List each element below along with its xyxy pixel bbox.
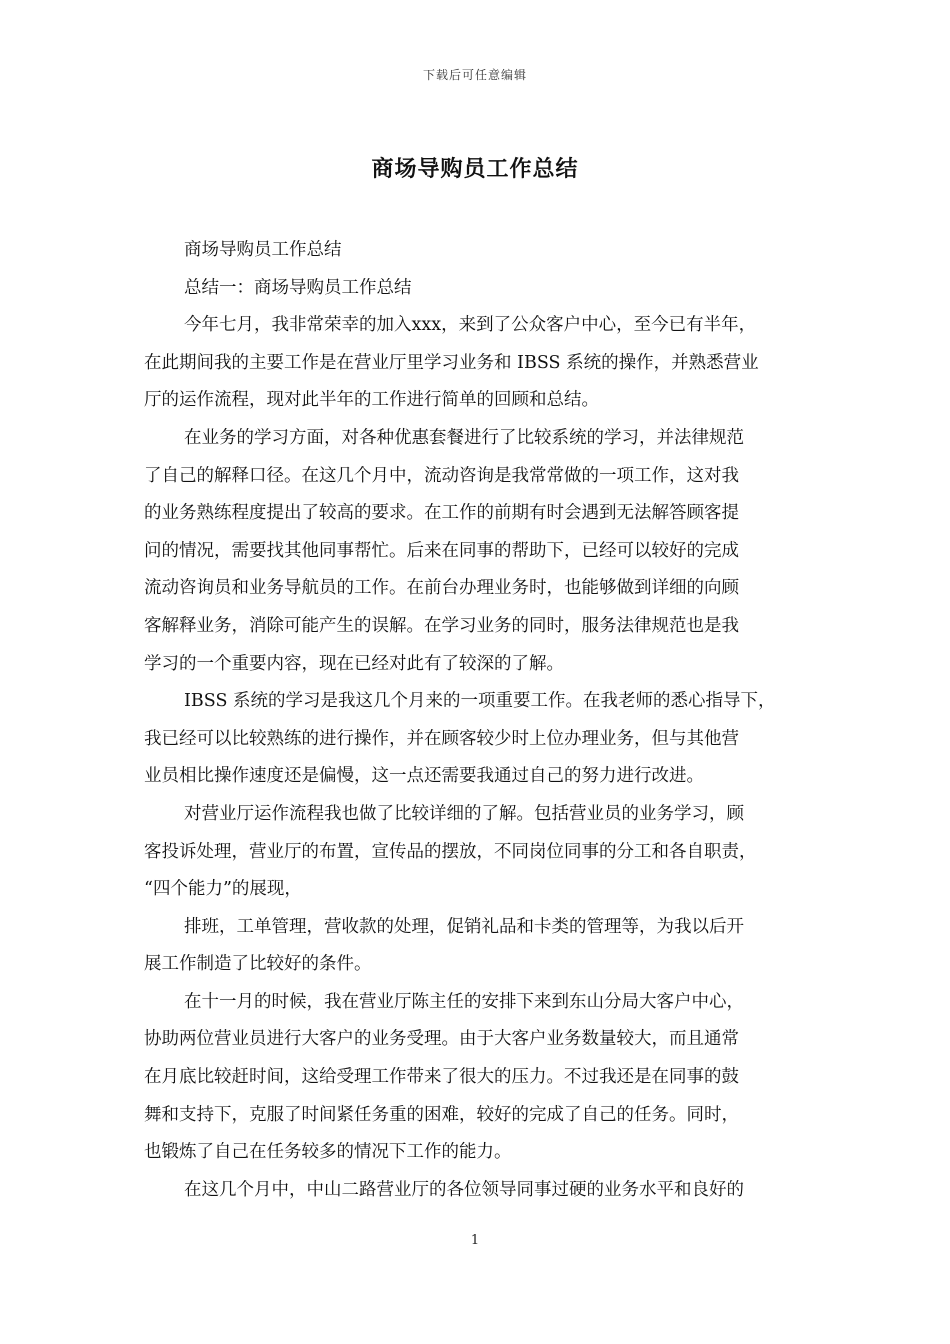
body-line: 在此期间我的主要工作是在营业厅里学习业务和 IBSS 系统的操作，并熟悉营业 (144, 352, 759, 373)
body-line: IBSS 系统的学习是我这几个月来的一项重要工作。在我老师的悉心指导下， (184, 691, 776, 712)
body-line: 今年七月，我非常荣幸的加入xxx，来到了公众客户中心，至今已有半年， (184, 315, 757, 336)
body-line: 展工作制造了比较好的条件。 (144, 954, 372, 975)
body-line: 在这几个月中，中山二路营业厅的各位领导同事过硬的业务水平和良好的 (184, 1179, 744, 1200)
body-line: 排班，工单管理，营收款的处理，促销礼品和卡类的管理等，为我以后开 (184, 916, 744, 937)
body-line: 厅的运作流程，现对此半年的工作进行简单的回顾和总结。 (144, 390, 599, 411)
body-line: 流动咨询员和业务导航员的工作。在前台办理业务时，也能够做到详细的向顾 (144, 578, 739, 599)
body-line: 问的情况，需要找其他同事帮忙。后来在同事的帮助下，已经可以较好的完成 (144, 540, 739, 561)
body-line: 协助两位营业员进行大客户的业务受理。由于大客户业务数量较大，而且通常 (144, 1029, 739, 1050)
body-line: 商场导购员工作总结 (184, 240, 342, 260)
body-line: “四个能力”的展现， (144, 879, 302, 900)
body-line: 在业务的学习方面，对各种优惠套餐进行了比较系统的学习，并法律规范 (184, 427, 744, 448)
body-line: 对营业厅运作流程我也做了比较详细的了解。包括营业员的业务学习，顾 (184, 803, 744, 824)
body-line: 客投诉处理，营业厅的布置，宣传品的摆放，不同岗位同事的分工和各自职责， (144, 841, 757, 862)
body-line: 客解释业务，消除可能产生的误解。在学习业务的同时，服务法律规范也是我 (144, 615, 739, 636)
document-title: 商场导购员工作总结 (371, 157, 579, 182)
body-line: 在十一月的时候，我在营业厅陈主任的安排下来到东山分局大客户中心， (184, 991, 744, 1012)
body-line: 了自己的解释口径。在这几个月中，流动咨询是我常常做的一项工作，这对我 (144, 465, 739, 486)
header-note: 下载后可任意编辑 (422, 68, 527, 82)
body-line: 我已经可以比较熟练的进行操作，并在顾客较少时上位办理业务，但与其他营 (144, 728, 739, 749)
body-line: 舞和支持下，克服了时间紧任务重的困难，较好的完成了自己的任务。同时， (144, 1104, 739, 1125)
body-line: 也锻炼了自己在任务较多的情况下工作的能力。 (144, 1142, 512, 1163)
body-line: 学习的一个重要内容，现在已经对此有了较深的了解。 (144, 653, 564, 674)
body-line: 在月底比较赶时间，这给受理工作带来了很大的压力。不过我还是在同事的鼓 (144, 1067, 739, 1088)
body-line: 总结一：商场导购员工作总结 (184, 277, 412, 298)
page-number: 1 (470, 1233, 480, 1248)
document-body (144, 232, 820, 1209)
body-line: 业员相比操作速度还是偏慢，这一点还需要我通过自己的努力进行改进。 (144, 766, 704, 787)
body-line: 的业务熟练程度提出了较高的要求。在工作的前期有时会遇到无法解答顾客提 (144, 503, 739, 524)
